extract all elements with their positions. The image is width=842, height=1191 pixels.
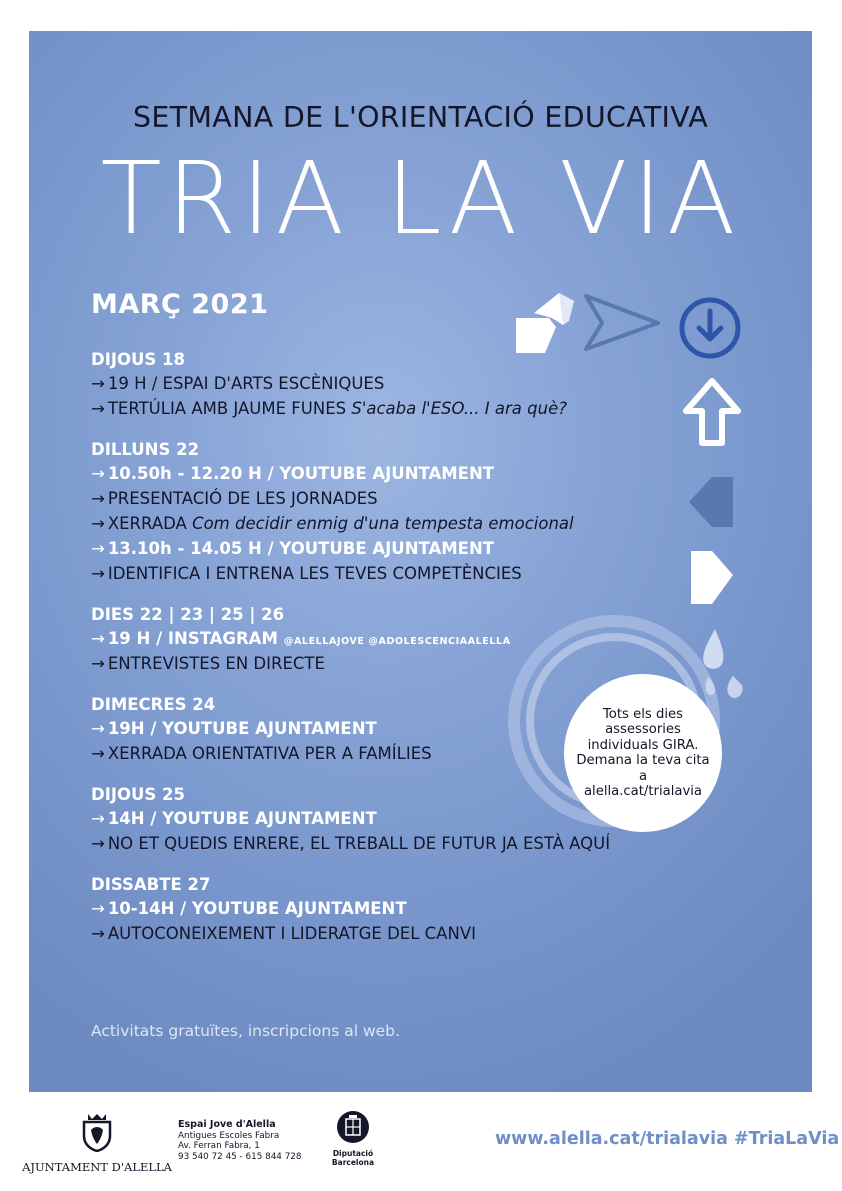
bubble-line: Tots els dies <box>603 706 683 722</box>
espai-line: Antigues Escoles Fabra <box>178 1130 280 1141</box>
event-line-text: 19 H / INSTAGRAM <box>107 629 278 648</box>
right-arrow-icon <box>691 551 733 604</box>
event-line <box>91 371 691 396</box>
arrow-right-icon: → <box>91 744 105 763</box>
event-line <box>91 831 691 856</box>
day-label: DILLUNS 22 <box>91 440 200 459</box>
event-line-text: 10.50h - 12.20 H / YOUTUBE AJUNTAMENT <box>107 464 495 483</box>
event-line-text: 19H / YOUTUBE AJUNTAMENT <box>107 719 377 738</box>
poster <box>29 31 812 1092</box>
event-line <box>91 896 691 921</box>
event-line <box>91 561 691 586</box>
event-line-text: IDENTIFICA I ENTRENA LES TEVES COMPETÈNCIES <box>107 564 522 583</box>
event-line-text: ENTREVISTES EN DIRECTE <box>107 654 325 673</box>
event-line-italic: S'acaba l'ESO... I ara què? <box>351 399 567 418</box>
bubble-line: assessories <box>605 722 681 737</box>
info-bubble <box>564 674 722 832</box>
espai-title: Espai Jove d'Alella <box>178 1119 276 1130</box>
diputacio-logo <box>330 1110 376 1167</box>
arrow-right-icon: → <box>91 539 105 558</box>
arrow-right-icon: → <box>91 489 105 508</box>
event-day <box>91 604 691 676</box>
website-hashtag[interactable]: www.alella.cat/trialavia #TriaLaVia <box>495 1129 840 1149</box>
event-line-text: TERTÚLIA AMB JAUME FUNES <box>107 399 352 418</box>
arrow-right-icon: → <box>91 564 105 583</box>
diputacio-line: Barcelona <box>331 1157 375 1167</box>
event-line-text: NO ET QUEDIS ENRERE, EL TREBALL DE FUTUR JA ESTÀ AQUÍ <box>107 834 611 853</box>
event-day <box>91 874 691 946</box>
event-line-text: 19 H / ESPAI D'ARTS ESCÈNIQUES <box>107 374 385 393</box>
arrow-right-icon: → <box>91 464 105 483</box>
event-line-text: XERRADA ORIENTATIVA PER A FAMÍLIES <box>107 744 432 763</box>
event-line <box>91 461 691 486</box>
event-line-text: PRESENTACIÓ DE LES JORNADES <box>107 489 378 508</box>
diputacio-line: Diputació <box>332 1149 374 1158</box>
bubble-line: Demana la teva cita a <box>576 753 710 784</box>
bubble-line: alella.cat/trialavia <box>583 784 703 799</box>
bubble-line: individuals GIRA. <box>587 737 699 753</box>
event-line <box>91 626 691 651</box>
day-label: DISSABTE 27 <box>91 875 211 894</box>
event-line-text: XERRADA <box>107 514 193 533</box>
event-line <box>91 921 691 946</box>
arrow-right-icon: → <box>91 514 105 533</box>
event-day <box>91 439 691 586</box>
arrow-right-icon: → <box>91 399 105 418</box>
event-line <box>91 536 691 561</box>
day-label: DIES 22 | 23 | 25 | 26 <box>91 605 285 624</box>
month-label: MARÇ 2021 <box>91 289 269 320</box>
arrow-right-icon: → <box>91 809 105 828</box>
arrow-right-icon: → <box>91 899 105 918</box>
event-line-italic: Com decidir enmig d'una tempesta emocional <box>192 514 574 533</box>
event-line-text: 13.10h - 14.05 H / YOUTUBE AJUNTAMENT <box>107 539 495 558</box>
footnote: Activitats gratuïtes, inscripcions al web. <box>91 1022 400 1040</box>
event-line <box>91 651 691 676</box>
event-line <box>91 396 691 421</box>
event-line-text: 10-14H / YOUTUBE AJUNTAMENT <box>107 899 407 918</box>
send-arrow-icon <box>586 296 658 349</box>
event-line <box>91 486 691 511</box>
event-subtitle: SETMANA DE L'ORIENTACIÓ EDUCATIVA <box>132 101 709 134</box>
diputacio-crest-icon <box>336 1110 370 1144</box>
arrow-right-icon: → <box>91 629 105 648</box>
day-label: DIMECRES 24 <box>91 695 216 714</box>
arrow-right-icon: → <box>91 374 105 393</box>
event-line-text: AUTOCONEIXEMENT I LIDERATGE DEL CANVI <box>107 924 476 943</box>
left-arrow-icon <box>689 477 733 527</box>
download-circle-icon <box>682 300 738 356</box>
event-title: TRIA LA VIA <box>100 140 741 257</box>
espai-line: 93 540 72 45 - 615 844 728 <box>178 1151 302 1162</box>
ajuntament-logo <box>22 1112 172 1174</box>
event-line <box>91 511 691 536</box>
arrow-right-icon: → <box>91 924 105 943</box>
ajuntament-name: AJUNTAMENT D'ALELLA <box>22 1160 172 1174</box>
instagram-handles[interactable]: @ALELLAJOVE @ADOLESCENCIAALELLA <box>283 636 511 647</box>
shield-crest-icon <box>80 1112 114 1152</box>
arrow-right-icon: → <box>91 654 105 673</box>
events-list <box>91 349 691 964</box>
espai-jove-address <box>178 1120 302 1162</box>
info-bubble-text <box>576 707 711 800</box>
day-label: DIJOUS 18 <box>91 350 185 369</box>
event-line-text: 14H / YOUTUBE AJUNTAMENT <box>107 809 377 828</box>
up-arrow-icon <box>686 381 738 443</box>
arrow-right-icon: → <box>91 719 105 738</box>
paper-boat-icon <box>516 293 574 353</box>
event-day <box>91 349 691 421</box>
espai-line: Av. Ferran Fabra, 1 <box>178 1141 260 1151</box>
footer <box>0 1092 842 1191</box>
day-label: DIJOUS 25 <box>91 785 185 804</box>
arrow-right-icon: → <box>91 834 105 853</box>
